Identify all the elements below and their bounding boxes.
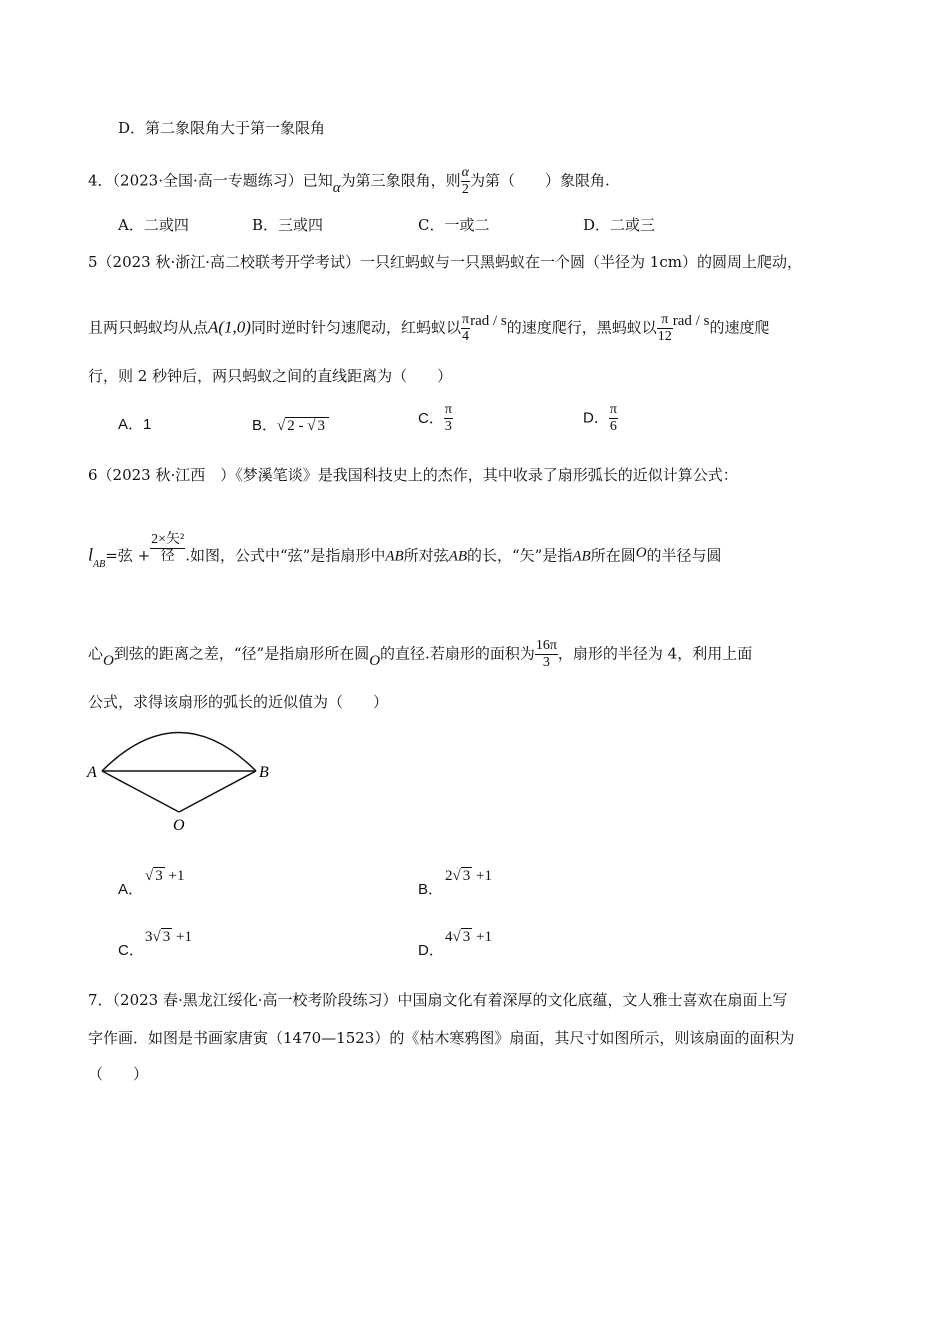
q7-line-3: （ ） [88,1065,149,1083]
q7-line-1: 7．（2023 春·黑龙江绥化·高一校考阶段练习）中国扇文化有着深厚的文化底蕴，文人雅士喜欢在扇面上写 [88,991,788,1009]
q6-d-plus: +1 [475,929,492,945]
q6-arc-2: AB [572,548,591,565]
q5-line-3: 行，则 2 秒钟后，两只蚂蚁之间的直线距离为（ ） [88,367,453,385]
q5-option-d [583,402,618,435]
q6-option-b-expr: 2√ 3 +1 [445,868,492,884]
q6-c-plus: +1 [175,929,192,945]
q7-line-2: 字作画．如图是书画家唐寅（1470—1523）的《枯木寒鸦图》扇面，其尺寸如图所示，则该扇面的面积为 [88,1029,795,1047]
q6-text-f: 心 [88,644,104,663]
q4-frac-den: 2 [461,182,469,197]
fig-label-b: B [259,764,269,781]
q5-option-a: A．1 [118,416,152,433]
q5-option-b-expr: √ 2 - √ 3 [277,417,329,434]
q6-center: O [103,652,114,669]
q6-option-a-label: A． [118,881,144,898]
q5-option-c-num: π [444,402,452,417]
q5-speed2-den: 12 [657,329,672,344]
sector-radius-b [179,771,256,812]
q6-formula-num: 2×矢² [151,532,185,547]
q6-option-a-expr: √ 3 +1 [145,868,185,884]
q6-l-sub: AB [93,558,106,570]
q5-unit-1: rad / s [470,312,507,329]
q5-option-b [252,415,329,436]
q6-line-3 [88,638,752,671]
q6-text-c: 的长，“矢”是指 [467,546,573,565]
question-4 [88,165,610,198]
q5-option-d-frac [609,402,618,435]
q6-text-b: 所对弦 [403,546,449,565]
q6-option-d-label: D． [418,942,444,959]
q5-speed1-den: 4 [462,329,470,344]
q5-line-2 [88,312,769,345]
q6-line-2 [88,532,722,573]
q6-b-radicand: 3 [462,868,471,884]
q4-source: （2023·全国·高一专题练习）已知 [112,171,333,190]
q5-speed1 [461,312,470,345]
q4-fraction [461,165,470,198]
q6-line-4: 公式，求得该扇形的弧长的近似值为（ ） [88,693,389,711]
q4-option-d: D．二或三 [583,216,656,234]
q6-circle: O [635,544,647,561]
fig-label-a: A [87,764,97,781]
q6-text-d: 所在圆 [590,546,636,565]
q5-option-b-outer: 2 - [287,418,304,434]
q6-option-c-label: C． [118,942,144,959]
q6-area-frac [535,638,558,671]
q6-l: l [88,544,94,565]
q6-chord: AB [448,548,468,565]
q6-b-plus: +1 [475,868,492,884]
q4-tail: 为第（ ）象限角. [470,171,610,190]
q5-unit-2: rad / s [672,312,710,329]
q4-number: 4． [88,171,113,190]
q5-point: A(1,0) [208,317,251,337]
q6-a-plus: +1 [168,868,185,884]
fig-label-o: O [173,817,185,834]
q4-alpha: α [332,179,341,196]
q4-option-b: B．三或四 [252,216,324,234]
q4-frac-num: α [461,165,470,180]
q6-option-d-expr: 4√ 3 +1 [445,929,492,945]
q6-text-g: 到弦的距离之差，“径”是指扇形所在圆 [113,644,370,663]
q5-speed2-num: π [661,312,669,327]
q6-line-1: 6（2023 秋·江西 ）《梦溪笔谈》是我国科技史上的杰作，其中收录了扇形弧长的近似计算公式： [88,466,738,484]
q5-option-c-den: 3 [444,419,452,434]
q5-option-d-num: π [609,402,617,417]
q6-sector-figure [84,722,284,837]
q6-text-i: ，扇形的半径为 4，利用上面 [557,644,753,663]
q5-option-c [418,402,453,435]
q5-option-b-inner: 3 [317,418,325,434]
q5-option-c-frac [444,402,453,435]
q5-text-b: 同时逆时针匀速爬动，红蚂蚁以 [250,318,461,337]
q6-d-radicand: 3 [462,929,471,945]
q5-speed2 [657,312,673,345]
q6-area-num: 16π [535,638,557,653]
q5-line-1: 5（2023 秋·浙江·高二校联考开学考试）一只红蚂蚁与一只黑蚂蚁在一个圆（半径为 1cm）的圆周上爬动， [88,253,802,271]
q6-a-radicand: 3 [155,868,163,884]
q6-option-c-expr: 3√ 3 +1 [145,929,192,945]
q5-text-a: 且两只蚂蚁均从点 [88,318,209,337]
q6-text-a: .如图，公式中“弦”是指扇形中 [185,546,386,565]
q6-c-radicand: 3 [162,929,171,945]
q6-b-coef: 2 [445,868,453,884]
q6-c-coef: 3 [145,929,153,945]
sector-radius-a [102,771,179,812]
q6-arc-1: AB [385,548,404,565]
q5-option-b-label: B． [252,417,278,434]
q5-text-d: 的速度爬 [709,318,770,337]
q6-text-h: 的直径.若扇形的面积为 [380,644,535,663]
q5-text-c: 的速度爬行，黑蚂蚁以 [506,318,657,337]
q3-option-d: D．第二象限角大于第一象限角 [118,119,326,137]
q6-option-b-label: B． [418,881,444,898]
q4-option-a: A．二或四 [118,216,189,234]
q6-formula-frac [150,532,185,565]
q6-eq: =弦 + [105,546,151,565]
sector-arc [102,733,256,772]
q4-option-c: C．一或二 [418,216,490,234]
q6-formula-den: 径 [150,548,185,565]
q6-text-e: 的半径与圆 [646,546,722,565]
q4-mid: 为第三象限角，则 [340,171,461,190]
q5-option-c-label: C． [418,409,444,427]
q5-option-d-den: 6 [609,419,617,434]
q6-center-2: O [369,652,381,669]
q5-option-d-label: D． [583,409,609,427]
q6-d-coef: 4 [445,929,453,945]
q6-area-den: 3 [535,654,558,671]
q5-speed1-num: π [462,312,470,327]
